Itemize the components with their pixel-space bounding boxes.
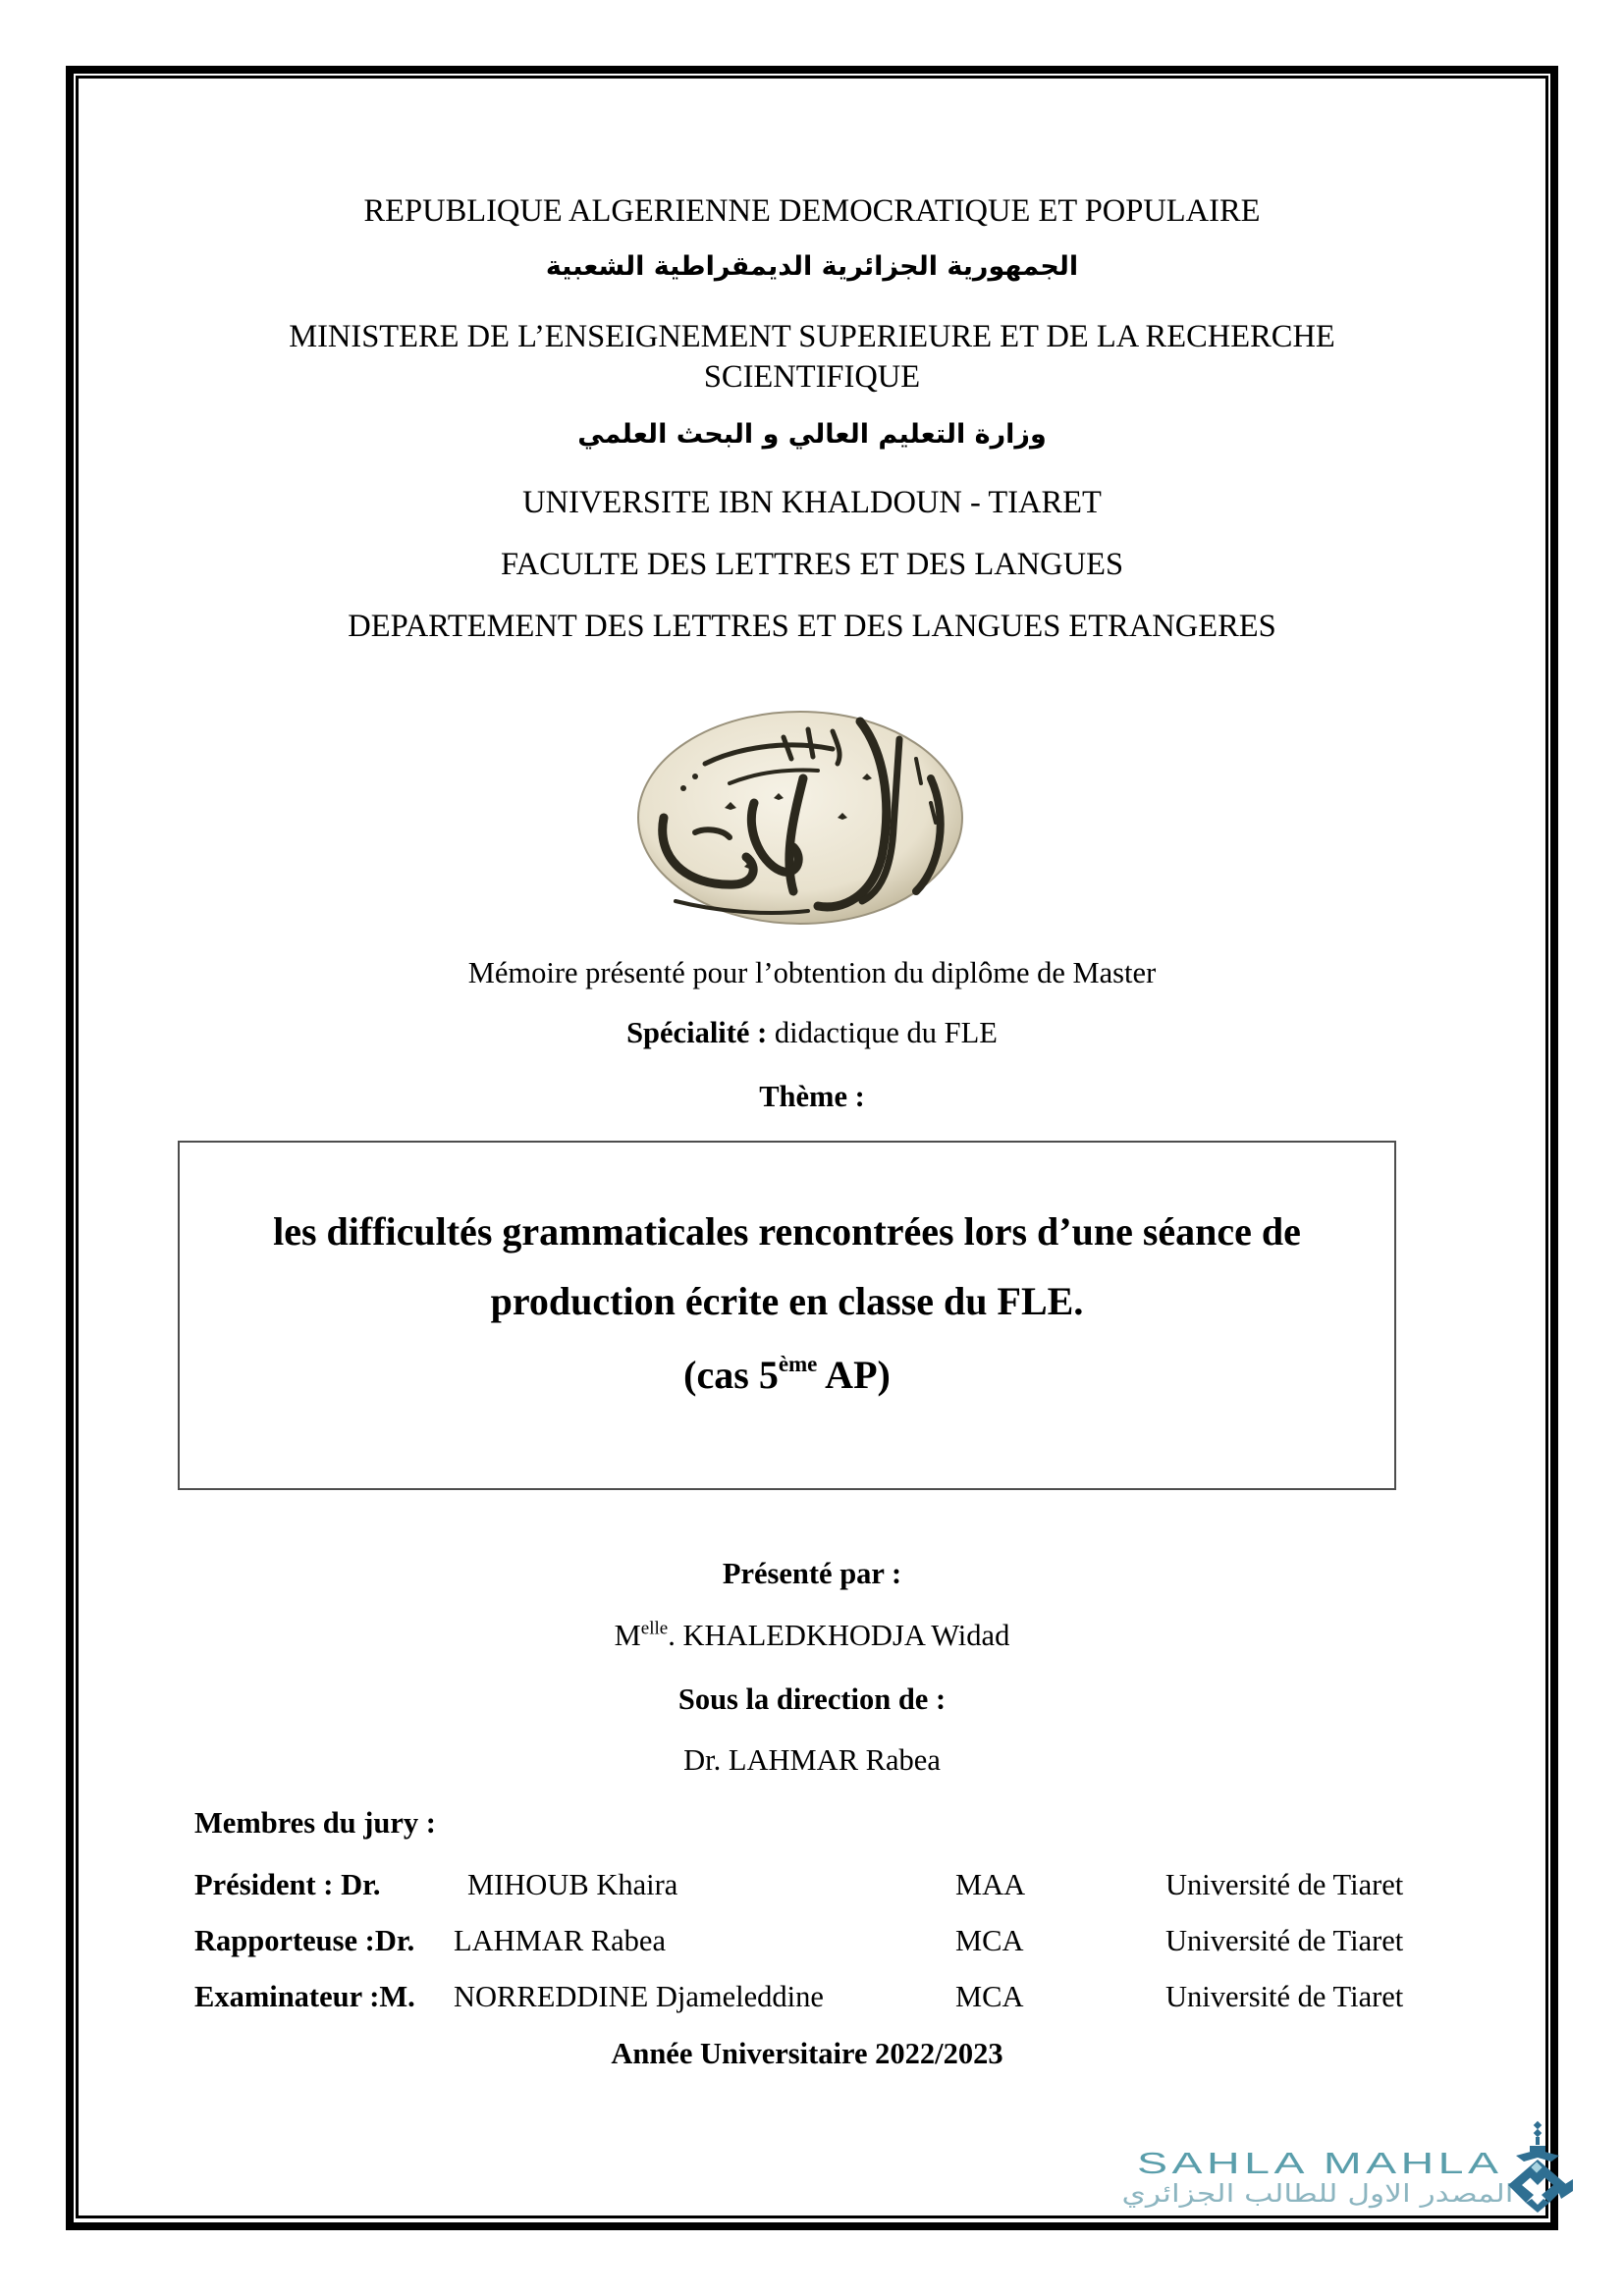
ministry-title-ar: وزارة التعليم العالي و البحث العلمي: [577, 419, 1047, 450]
jury-name: LAHMAR Rabea: [454, 1924, 667, 1957]
jury-institution: Université de Tiaret: [1165, 1980, 1404, 2013]
theme-label: Thème :: [759, 1080, 865, 1113]
academic-year: Année Universitaire 2022/2023: [611, 2037, 1003, 2070]
theme-case-suffix: AP): [817, 1353, 891, 1397]
jury-institution: Université de Tiaret: [1165, 1924, 1404, 1957]
watermark-tagline: المصدر الاول للطالب الجزائري: [1121, 2179, 1514, 2208]
jury-role: Examinateur :M.: [194, 1980, 415, 2013]
presented-by-label: Présenté par :: [722, 1557, 902, 1590]
specialty-value: didactique du FLE: [767, 1016, 998, 1049]
theme-title-line2: production écrite en classe du FLE.: [490, 1279, 1084, 1323]
supervisor-name: Dr. LAHMAR Rabea: [683, 1743, 941, 1777]
jury-name: MIHOUB Khaira: [467, 1868, 678, 1901]
jury-institution: Université de Tiaret: [1165, 1868, 1404, 1901]
jury-grade: MCA: [955, 1924, 1024, 1957]
jury-role: Président : Dr.: [194, 1868, 381, 1901]
jury-role: Rapporteuse :Dr.: [194, 1924, 415, 1957]
faculty-name: FACULTE DES LETTRES ET DES LANGUES: [500, 547, 1124, 582]
presenter-title-superscript: elle: [640, 1618, 669, 1639]
specialty-label: Spécialité :: [626, 1016, 768, 1049]
sahla-mahla-emblem-icon: [1502, 2120, 1573, 2213]
department-name: DEPARTEMENT DES LETTRES ET DES LANGUES ETRANGERES: [348, 609, 1276, 644]
ministry-title-fr-line1: MINISTERE DE L’ENSEIGNEMENT SUPERIEURE ET DE LA RECHERCHE: [289, 319, 1335, 354]
specialty: [0, 1018, 1624, 1048]
theme-case-prefix: (cas 5: [683, 1353, 779, 1397]
presenter-name: [0, 1618, 1624, 1652]
republic-title-fr: REPUBLIQUE ALGERIENNE DEMOCRATIQUE ET POPULAIRE: [363, 193, 1261, 229]
watermark-brand: SAHLA MAHLA: [1137, 2146, 1503, 2180]
theme-title-line3: [178, 1351, 1396, 1397]
ministry-title-fr-line2: SCIENTIFIQUE: [703, 359, 921, 395]
presenter-fullname: . KHALEDKHODJA Widad: [668, 1619, 1010, 1652]
jury-grade: MCA: [955, 1980, 1024, 2013]
jury-name: NORREDDINE Djameleddine: [454, 1980, 824, 2013]
republic-title-ar: الجمهورية الجزائرية الديمقراطية الشعبية: [545, 251, 1079, 282]
presenter-title: M: [614, 1619, 641, 1652]
university-logo-icon: [636, 710, 965, 926]
thesis-purpose: Mémoire présenté pour l’obtention du diplôme de Master: [467, 956, 1157, 989]
jury-label: Membres du jury :: [194, 1806, 436, 1840]
theme-case-superscript: ème: [778, 1351, 818, 1376]
theme-title-line1: les difficultés grammaticales rencontrées lors d’une séance de: [273, 1209, 1301, 1254]
supervision-label: Sous la direction de :: [677, 1682, 947, 1716]
jury-grade: MAA: [955, 1868, 1026, 1901]
university-name: UNIVERSITE IBN KHALDOUN - TIARET: [522, 485, 1102, 520]
